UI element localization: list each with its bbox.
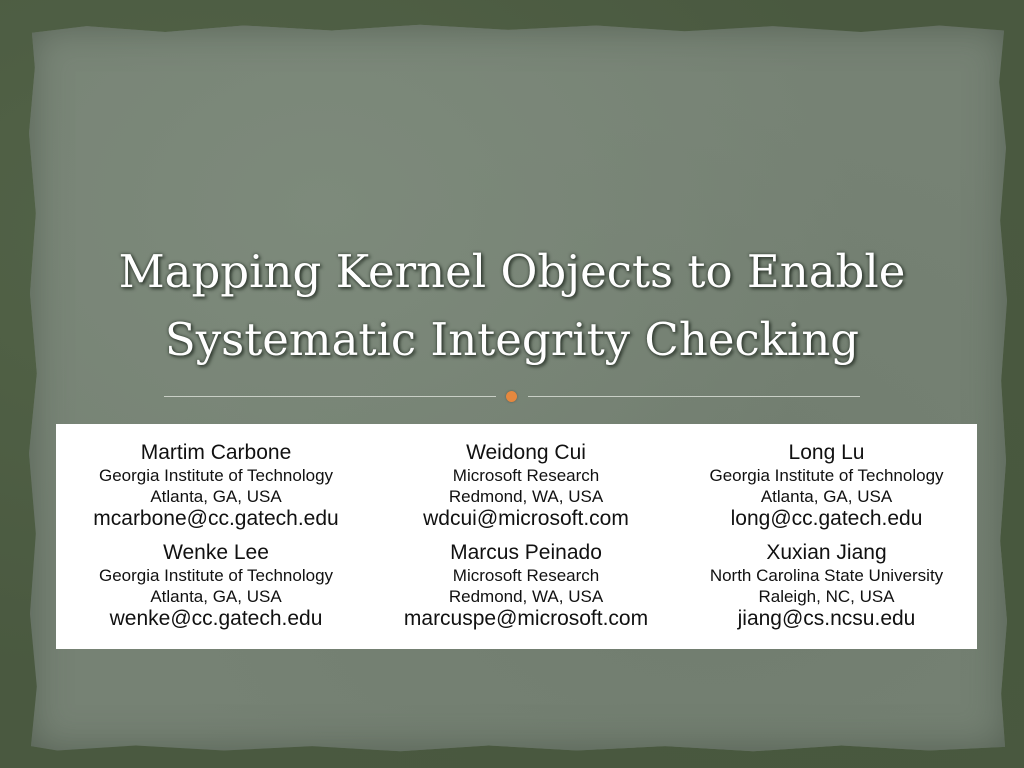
divider-dot (506, 391, 517, 402)
author-card (676, 437, 977, 537)
author-name: Wenke Lee (163, 540, 269, 564)
author-location: Atlanta, GA, USA (150, 586, 282, 606)
slide-title (60, 238, 964, 374)
author-name: Weidong Cui (466, 440, 586, 464)
author-email: wdcui@microsoft.com (423, 506, 629, 530)
author-location: Atlanta, GA, USA (760, 486, 893, 506)
authors-panel (56, 424, 977, 649)
author-location: Raleigh, NC, USA (758, 586, 895, 606)
title-divider (164, 390, 860, 404)
author-name: Long Lu (788, 440, 865, 464)
author-email: jiang@cs.ncsu.edu (737, 606, 916, 630)
author-org: Georgia Institute of Technology (98, 565, 334, 585)
divider-line-right (528, 396, 860, 397)
title-line-2: Systematic Integrity Checking (164, 313, 860, 366)
author-card (376, 537, 676, 637)
author-org: Georgia Institute of Technology (709, 465, 944, 485)
author-email: wenke@cc.gatech.edu (109, 606, 323, 630)
author-email: marcuspe@microsoft.com (403, 606, 649, 630)
divider-line-left (164, 396, 496, 397)
author-email: long@cc.gatech.edu (730, 506, 923, 530)
author-location: Redmond, WA, USA (448, 586, 604, 606)
author-location: Redmond, WA, USA (448, 486, 604, 506)
author-org: Georgia Institute of Technology (98, 465, 334, 485)
author-location: Atlanta, GA, USA (150, 486, 282, 506)
author-name: Marcus Peinado (450, 540, 602, 564)
author-name: Xuxian Jiang (766, 540, 887, 564)
author-card (676, 537, 977, 637)
author-org: Microsoft Research (452, 565, 600, 585)
author-card (56, 437, 376, 537)
author-email: mcarbone@cc.gatech.edu (93, 506, 339, 530)
author-name: Martim Carbone (140, 440, 292, 464)
author-card (56, 537, 376, 637)
author-org: Microsoft Research (452, 465, 600, 485)
author-org: North Carolina State University (709, 565, 944, 585)
author-card (376, 437, 676, 537)
title-line-1: Mapping Kernel Objects to Enable (118, 245, 906, 298)
